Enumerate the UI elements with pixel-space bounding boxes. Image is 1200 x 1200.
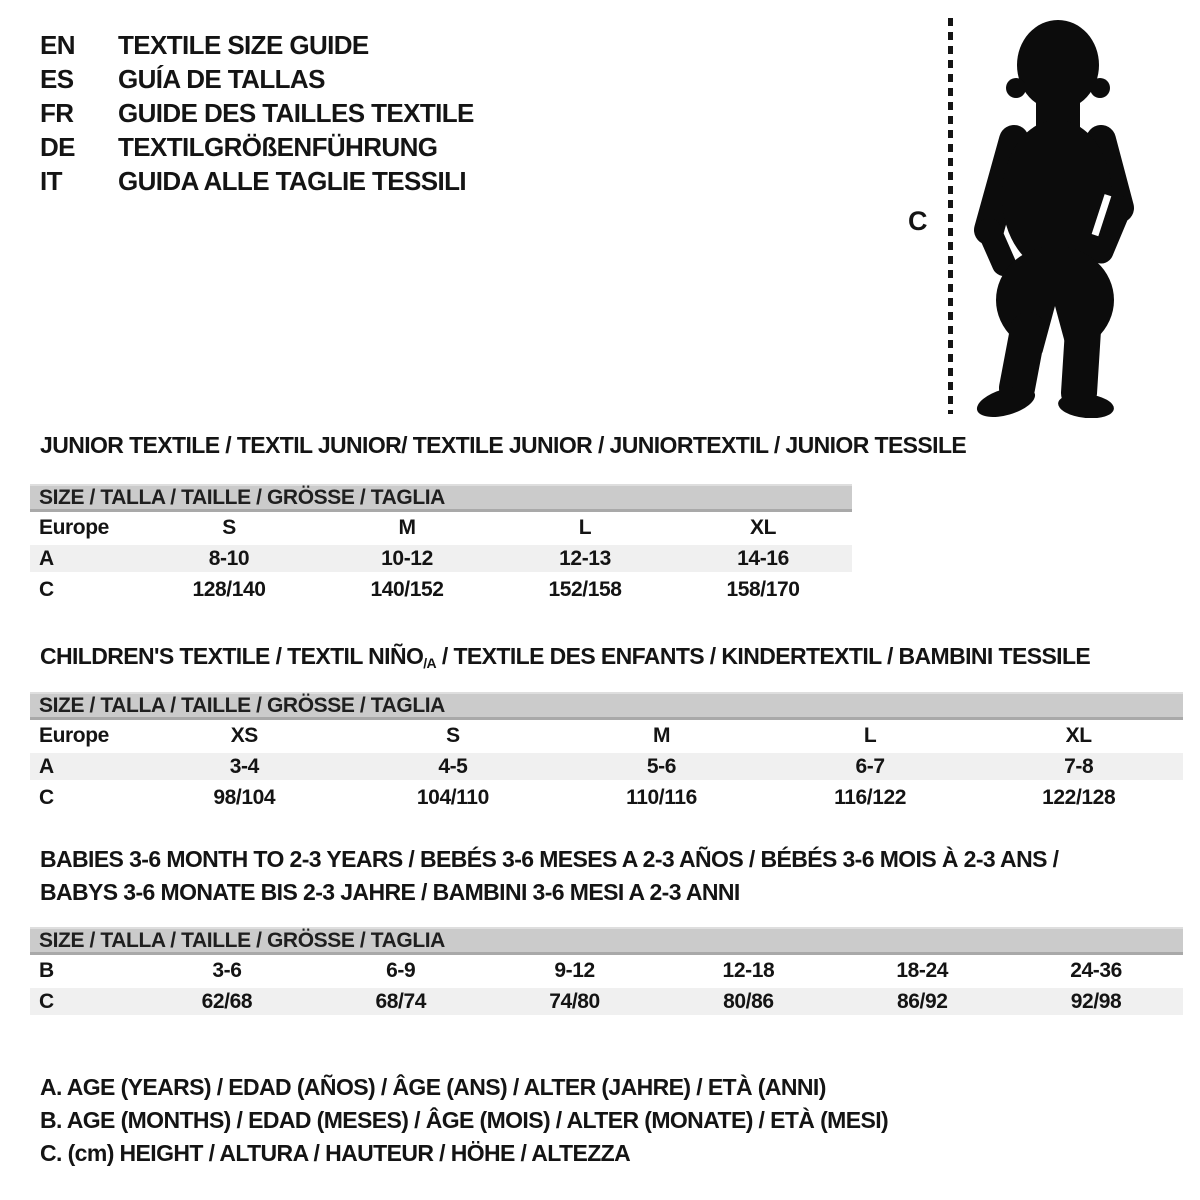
guide-title-en: TEXTILE SIZE GUIDE [118,29,369,60]
size-cell: 9-12 [554,958,595,982]
size-cell: S [446,723,460,747]
legend-block [40,1071,888,1170]
height-figure [900,8,1170,422]
guide-title-fr: GUIDE DES TAILLES TEXTILE [118,97,474,128]
row-label: C [39,577,54,601]
lang-row-es [40,62,474,96]
legend-age-years: A. AGE (YEARS) / EDAD (AÑOS) / ÂGE (ANS) / ALTER (JAHRE) / ETÀ (ANNI) [40,1074,826,1100]
row-label: A [39,754,54,778]
size-header-bar: SIZE / TALLA / TAILLE / GRÖSSE / TAGLIA [30,484,852,512]
size-cell: 6-7 [855,754,885,778]
size-cell: 158/170 [726,577,800,601]
size-cell: XS [230,723,258,747]
row-label: Europe [39,723,109,747]
toddler-silhouette-icon [960,8,1140,418]
legend-age-months: B. AGE (MONTHS) / EDAD (MESES) / ÂGE (MOIS) / ALTER (MONATE) / ETÀ (MESI) [40,1107,889,1133]
size-cell: 3-6 [212,958,242,982]
lang-row-fr [40,96,474,130]
size-cell: XL [749,515,777,539]
size-cell: 7-8 [1064,754,1094,778]
table-row-age-months [30,955,1183,986]
junior-size-table [30,484,852,605]
babies-size-table [30,927,1183,1017]
size-cell: 14-16 [737,546,789,570]
size-cell: 116/122 [834,785,907,809]
row-label: A [39,546,54,570]
size-cell: 3-4 [229,754,259,778]
size-header-bar: SIZE / TALLA / TAILLE / GRÖSSE / TAGLIA [30,692,1183,720]
size-cell: 74/80 [549,989,600,1013]
size-cell: 140/152 [370,577,444,601]
size-cell: 6-9 [386,958,416,982]
size-cell: 86/92 [896,989,948,1013]
size-cell: 12-18 [722,958,775,982]
row-label: B [39,958,54,982]
guide-title-es: GUÍA DE TALLAS [118,63,325,94]
babies-title-line1: BABIES 3-6 MONTH TO 2-3 YEARS / BEBÉS 3-6 MESES A 2-3 AÑOS / BÉBÉS 3-6 MOIS À 2-3 ANS / [40,846,1059,872]
children-title-suffix: / TEXTILE DES ENFANTS / KINDERTEXTIL / BAMBINI TESSILE [436,643,1091,669]
lang-row-it [40,164,474,198]
size-cell: 98/104 [213,785,276,809]
lang-code: DE [40,131,75,162]
size-cell: S [222,515,236,539]
lang-code: EN [40,29,75,60]
size-cell: 18-24 [896,958,949,982]
size-cell: 24-36 [1070,958,1122,982]
size-cell: 4-5 [438,754,468,778]
table-row-age [30,543,852,574]
size-cell: 8-10 [208,546,250,570]
size-cell: M [398,515,416,539]
guide-title-de: TEXTILGRÖßENFÜHRUNG [118,131,438,162]
lang-code: FR [40,97,74,128]
lang-row-en [40,28,474,62]
legend-height-cm: C. (cm) HEIGHT / ALTURA / HAUTEUR / HÖHE / ALTEZZA [40,1140,631,1166]
table-row-height [30,782,1183,813]
size-cell: 10-12 [381,546,433,570]
size-cell: 110/116 [626,785,697,809]
size-cell: 152/158 [548,577,622,601]
table-row-europe [30,720,1183,751]
table-row-europe [30,512,852,543]
children-title-sub: /A [423,655,437,671]
size-cell: 80/86 [723,989,774,1013]
lang-code: IT [40,165,62,196]
height-marker-label: C [908,206,928,236]
children-title-prefix: CHILDREN'S TEXTILE / TEXTIL NIÑO [40,643,424,669]
size-cell: 104/110 [416,785,489,809]
size-cell: L [578,515,592,539]
junior-section-title: JUNIOR TEXTILE / TEXTIL JUNIOR/ TEXTILE JUNIOR / JUNIORTEXTIL / JUNIOR TESSILE [40,432,967,458]
size-cell: XL [1065,723,1092,747]
height-dashed-line [948,18,953,414]
row-label: C [39,785,54,809]
size-cell: L [863,723,877,747]
size-cell: 5-6 [646,754,677,778]
babies-section-title [40,843,1058,909]
table-row-height [30,986,1183,1017]
lang-code: ES [40,63,74,94]
children-size-table [30,692,1183,813]
size-header-bar: SIZE / TALLA / TAILLE / GRÖSSE / TAGLIA [30,927,1183,955]
size-cell: 68/74 [375,989,427,1013]
size-cell: 92/98 [1070,989,1122,1013]
size-cell: M [652,723,671,747]
row-label: Europe [39,515,109,539]
size-cell: 62/68 [201,989,253,1013]
lang-row-de [40,130,474,164]
guide-title-it: GUIDA ALLE TAGLIE TESSILI [118,165,467,196]
babies-title-line2: BABYS 3-6 MONATE BIS 2-3 JAHRE / BAMBINI 3-6 MESI A 2-3 ANNI [40,879,740,905]
table-row-age [30,751,1183,782]
size-cell: 128/140 [192,577,266,601]
table-row-height [30,574,852,605]
language-title-block [40,28,474,198]
size-cell: 122/128 [1042,785,1116,809]
children-section-title [40,643,1090,676]
size-cell: 12-13 [559,546,611,570]
row-label: C [39,989,54,1013]
